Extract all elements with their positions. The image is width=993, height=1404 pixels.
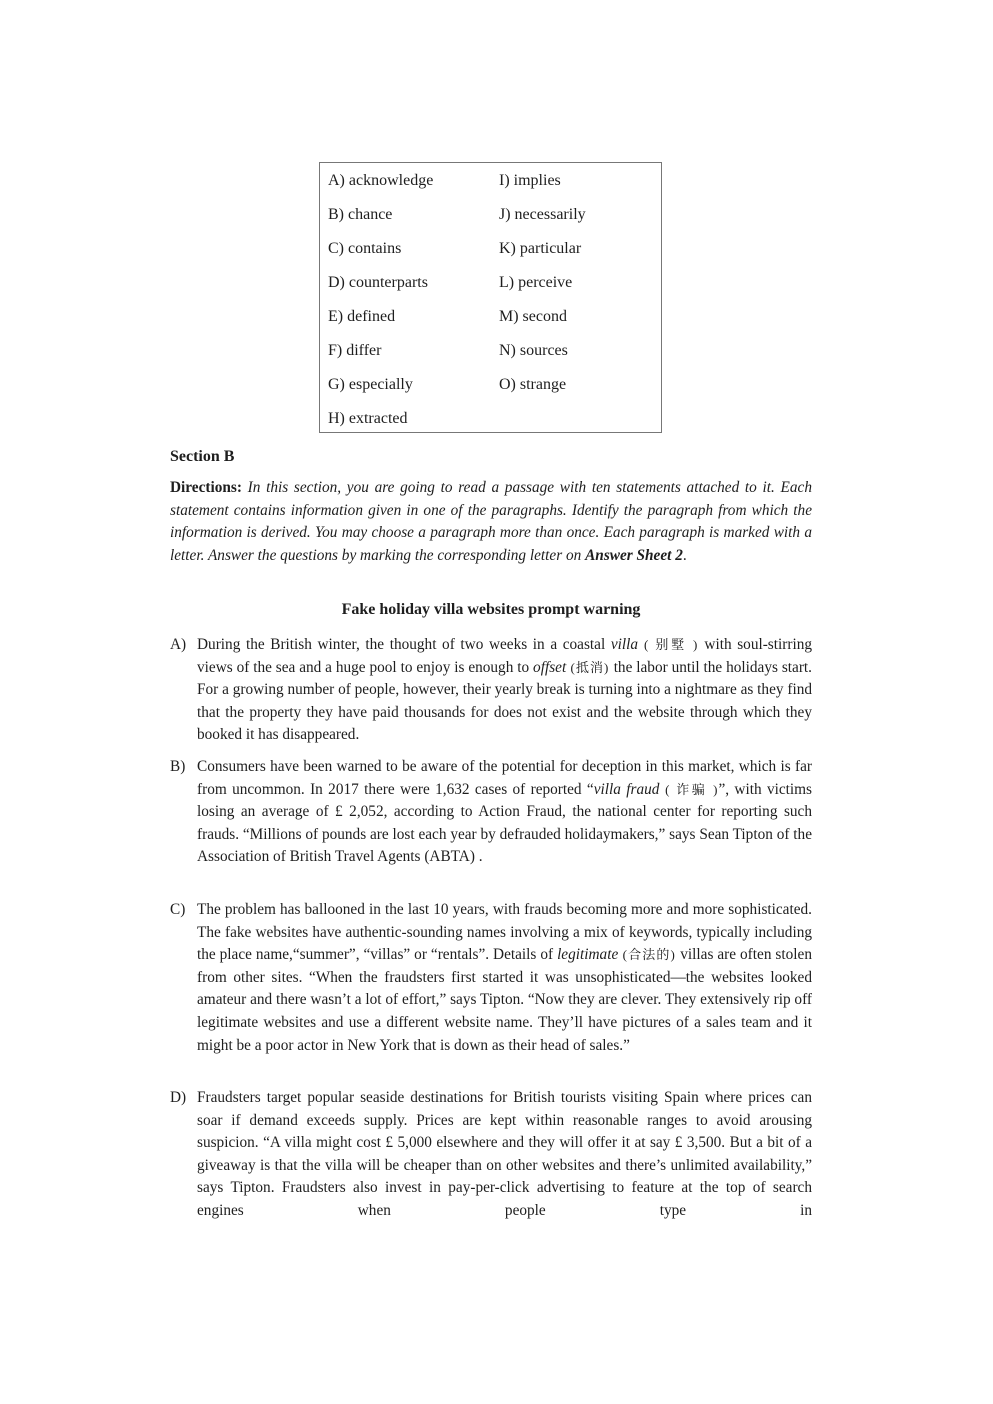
text-run: During the British winter, the thought of two weeks in a coastal bbox=[197, 636, 611, 653]
word-option: B) chance bbox=[328, 206, 393, 223]
paragraph-text bbox=[197, 1087, 812, 1223]
directions-label: Directions: bbox=[170, 479, 242, 496]
chinese-gloss: (合法的) bbox=[618, 947, 681, 963]
paragraph-text bbox=[197, 899, 812, 1057]
word-option: A) acknowledge bbox=[328, 172, 434, 189]
directions-text bbox=[170, 477, 812, 567]
word-bank-right-column bbox=[499, 170, 586, 408]
text-run: The problem has ballooned in the last 10 years, with frauds becoming more and more sophisticated. The fake websites have authentic-sounding names involving a mix of keywords, typically including the place name,“summer”, “villas” or “rentals”. Details of bbox=[197, 901, 812, 964]
directions-body: In this section, you are going to read a passage with ten statements attached to it. Each statement contains information given in one of the paragraphs. Identify the paragraph from which the information is derived. You may choose a paragraph more than once. Each paragraph is marked with a letter. Answer the questions by marking the corresponding letter on bbox=[170, 479, 812, 564]
text-run: ”, with victims losing an average of £ 2,052, according to Action Fraud, the national center for reporting such frauds. “Millions of pounds are lost each year by defrauded holidaymakers,” says Sean Tipton of the Association of British Travel Agents (ABTA) . bbox=[197, 780, 812, 866]
glossed-term: legitimate bbox=[557, 946, 619, 964]
text-run: villas are often stolen from other sites. “When the fraudsters first started it was unsophisticated—the websites looked amateur and there wasn’t a lot of effort,” says Tipton. “Now they are clever. They extensively rip off legitimate websites and use a different website name. They’ll have pictures of a sales team and it might be a poor actor in New York that is down as their head of sales.” bbox=[197, 946, 812, 1054]
word-option: I) implies bbox=[499, 172, 561, 189]
word-option: O) strange bbox=[499, 376, 567, 393]
text-run: the labor until the holidays start. For a growing number of people, however, their yearly break is turning into a nightmare as they find that the property they have paid thousands for does not exist and the website through which they booked it has disappeared. bbox=[197, 658, 812, 744]
glossed-term: villa bbox=[610, 636, 639, 653]
paragraph-c bbox=[170, 899, 812, 1057]
word-option: M) second bbox=[499, 308, 567, 325]
word-option: N) sources bbox=[499, 342, 568, 359]
section-heading: Section B bbox=[170, 448, 235, 465]
word-option: E) defined bbox=[328, 308, 396, 325]
text-run: with soul-stirring views of the sea and a huge pool to enjoy is enough to bbox=[197, 636, 812, 676]
word-option: C) contains bbox=[328, 240, 402, 257]
paragraph-text bbox=[197, 634, 812, 747]
glossed-term: villa fraud bbox=[593, 780, 660, 798]
paragraph-text bbox=[197, 756, 812, 869]
chinese-gloss: (抵消) bbox=[566, 659, 614, 675]
text-run: Consumers have been warned to be aware of the potential for deception in this market, which is far from uncommon. In 2017 there were 1,632 cases of reported “ bbox=[197, 758, 812, 798]
word-option: J) necessarily bbox=[499, 206, 586, 223]
word-option: H) extracted bbox=[328, 410, 408, 427]
word-bank-left-column bbox=[328, 170, 433, 442]
text-run: Fraudsters target popular seaside destinations for British tourists visiting Spain where prices can soar if demand exceeds supply. Prices are kept within reasonable ranges to avoid arousing suspicion. “A villa might cost £ 5,000 elsewhere and they will offer it at say £ 3,500. But a bit of a giveaway is that the villa will be cheaper than on other websites and there’s unlimited availability,” says Tipton. Fraudsters also invest in pay-per-click advertising to feature at the top of search engines when people type in bbox=[197, 1089, 812, 1219]
paragraph-letter: A) bbox=[170, 636, 187, 653]
chinese-gloss: ( 诈骗 ) bbox=[659, 781, 719, 797]
paragraph-letter: C) bbox=[170, 901, 186, 918]
answer-sheet-reference: Answer Sheet 2 bbox=[585, 546, 683, 564]
word-option: L) perceive bbox=[499, 274, 573, 291]
paragraph-b bbox=[170, 756, 812, 869]
word-option: K) particular bbox=[499, 240, 582, 257]
paragraph-letter: D) bbox=[170, 1089, 187, 1106]
paragraph-a bbox=[170, 634, 812, 747]
article-title: Fake holiday villa websites prompt warning bbox=[341, 601, 641, 618]
directions-period: . bbox=[682, 546, 687, 564]
paragraph-letter: B) bbox=[170, 758, 186, 775]
paragraph-d bbox=[170, 1087, 812, 1223]
word-option: D) counterparts bbox=[328, 274, 428, 291]
word-option: G) especially bbox=[328, 376, 413, 393]
chinese-gloss: ( 别墅 ) bbox=[638, 637, 705, 652]
word-option: F) differ bbox=[328, 342, 382, 359]
word-bank-table bbox=[319, 162, 662, 433]
glossed-term: offset bbox=[533, 658, 567, 676]
